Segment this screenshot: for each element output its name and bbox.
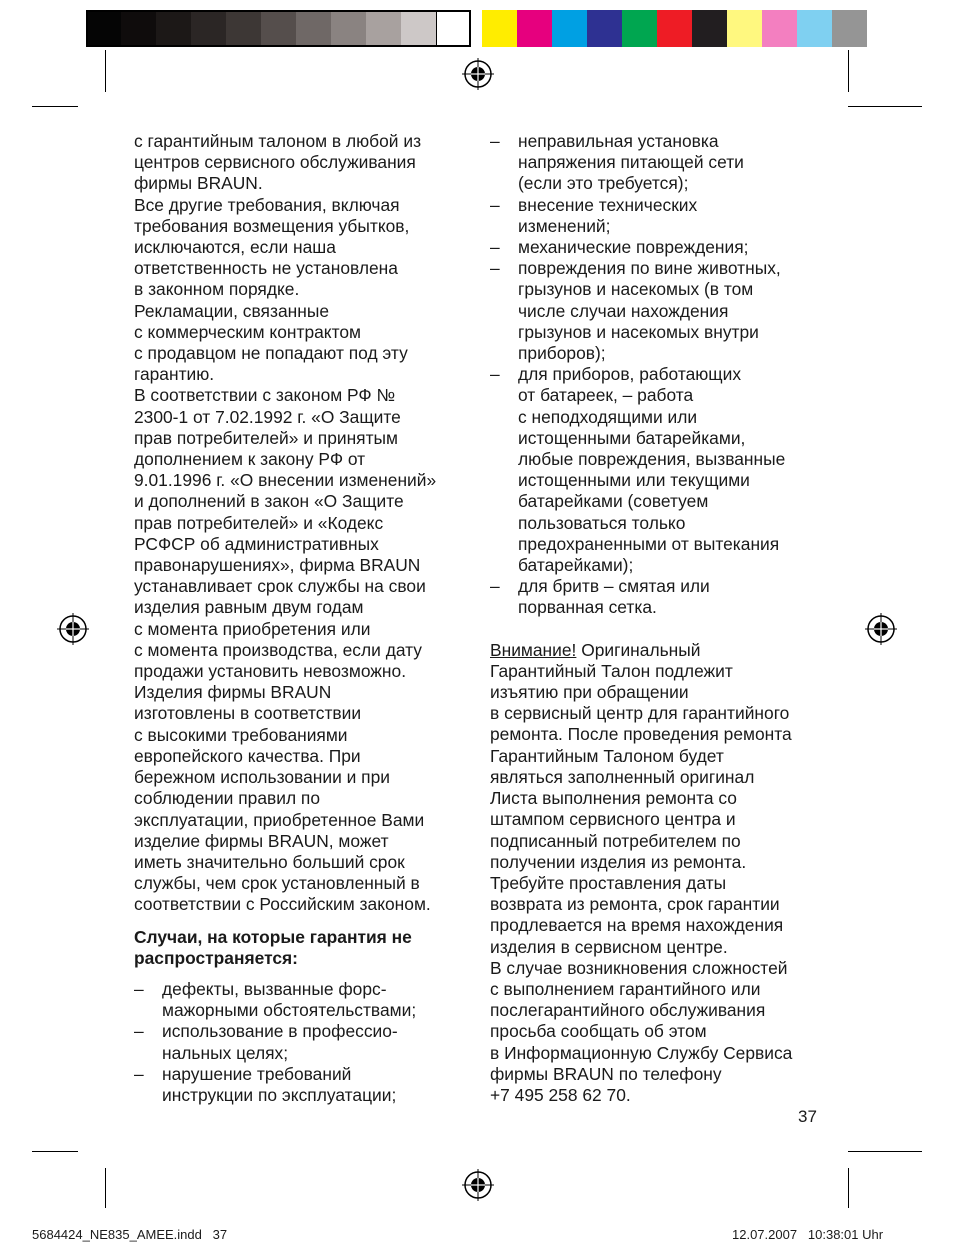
body-paragraph (134, 385, 470, 682)
color-swatch (587, 10, 622, 47)
color-bar-frame (86, 10, 471, 47)
list-item (490, 195, 826, 237)
color-swatch (552, 10, 587, 47)
page-number: 37 (798, 1107, 817, 1126)
text-line: и дополнений в закон «О Защите (134, 491, 404, 512)
crop-mark-line (105, 50, 106, 92)
text-line: с продавцом не попадают под эту (134, 343, 408, 364)
crop-mark-line (32, 1151, 78, 1152)
text-line: инструкции по эксплуатации; (162, 1084, 397, 1105)
text-line: пользоваться только (518, 512, 686, 533)
crop-mark-line (848, 1168, 849, 1208)
body-paragraph (134, 131, 470, 195)
text-line: Все другие требования, включая (134, 194, 400, 215)
text-line: с высокими требованиями (134, 724, 348, 745)
color-swatch (797, 10, 832, 47)
text-line: с выполнением гарантийного или (490, 978, 761, 999)
text-line: центров сервисного обслуживания (134, 152, 416, 173)
color-swatch (657, 10, 692, 47)
text-line: требования возмещения убытков, (134, 215, 410, 236)
text-line: изделия равным двум годам (134, 597, 364, 618)
registration-mark-top (462, 58, 494, 90)
list-item (490, 258, 826, 364)
text-line: приборов); (518, 343, 606, 364)
text-line: Оригинальный (576, 639, 701, 660)
text-line: неправильная установка (518, 131, 719, 151)
text-line: подписанный потребителем по (490, 830, 741, 851)
list-item (490, 131, 826, 195)
right-text-column (490, 131, 826, 1106)
text-line: бережном использовании и при (134, 767, 390, 788)
attention-label: Внимание! (490, 639, 577, 660)
text-line: повреждения по вине животных, (518, 258, 781, 279)
text-line: изготовлены в соответствии (134, 703, 362, 724)
text-line: механические повреждения; (518, 237, 749, 258)
crop-mark-line (32, 106, 78, 107)
text-line: соблюдении правил по (134, 788, 321, 809)
text-line: мажорными обстоятельствами; (162, 1000, 417, 1021)
text-line: в законном порядке. (134, 279, 300, 300)
text-line: в Информационную Службу Сервиса (490, 1042, 793, 1063)
text-line: В случае возникновения сложностей (490, 957, 788, 978)
exclusions-list-part-1 (134, 979, 470, 1106)
text-line: от батареек, – работа (518, 385, 694, 406)
left-paragraphs (134, 131, 470, 916)
text-line: изменений; (518, 215, 611, 236)
text-line: внесение технических (518, 194, 698, 215)
text-line: гарантию. (134, 364, 215, 385)
text-line: грызунов и насекомых (в том (518, 279, 754, 300)
text-line: 2300-1 от 7.02.1992 г. «О Защите (134, 406, 401, 427)
text-line: в сервисный центр для гарантийного (490, 703, 790, 724)
text-line: продажи установить невозможно. (134, 661, 407, 682)
text-line: с момента приобретения или (134, 618, 371, 639)
list-item (134, 1064, 470, 1106)
text-line: иметь значительно больший срок (134, 851, 405, 872)
text-line: дополнением к закону РФ от (134, 449, 366, 470)
text-line: (если это требуется); (518, 173, 689, 194)
list-item (134, 979, 470, 1021)
text-line: батарейками); (518, 555, 634, 576)
text-line: службы, чем срок установленный в (134, 873, 420, 894)
color-swatch (517, 10, 552, 47)
text-line: изъятию при обращении (490, 682, 689, 703)
color-swatch (762, 10, 797, 47)
body-paragraph (134, 195, 470, 301)
text-line: прав потребителей» и «Кодекс (134, 512, 384, 533)
text-line: эксплуатации, приобретенное Вами (134, 809, 425, 830)
text-line: Листа выполнения ремонта со (490, 788, 737, 809)
list-item (490, 576, 826, 618)
text-line: нарушение требований (162, 1063, 352, 1084)
text-line: числе случаи нахождения (518, 300, 729, 321)
list-item (490, 237, 826, 258)
text-line: грызунов и насекомых внутри (518, 321, 759, 342)
text-line: с момента производства, если дату (134, 639, 422, 660)
text-line: для бритв – смятая или (518, 576, 710, 597)
text-line: прав потребителей» и принятым (134, 427, 399, 448)
text-line: 9.01.1996 г. «О внесении изменений» (134, 470, 437, 491)
text-line: Гарантийным Талоном будет (490, 745, 724, 766)
color-swatch (832, 10, 867, 47)
text-line: продлевается на время нахождения (490, 915, 784, 936)
footer-timestamp: 12.07.2007 10:38:01 Uhr (732, 1227, 884, 1242)
text-line: +7 495 258 62 70. (490, 1084, 631, 1105)
text-line: порванная сетка. (518, 597, 657, 618)
text-line: В соответствии с законом РФ № (134, 385, 396, 406)
crop-mark-line (848, 50, 849, 92)
color-swatch (692, 10, 727, 47)
text-line: соответствии с Российским законом. (134, 894, 431, 915)
text-line: напряжения питающей сети (518, 152, 744, 173)
text-line: Случаи, на которые гарантия не (134, 926, 412, 947)
crop-mark-line (848, 106, 922, 107)
text-line: истощенными батарейками, (518, 427, 746, 448)
left-text-column (134, 131, 470, 1106)
text-line: исключаются, если наша (134, 237, 336, 258)
text-line: являться заполненный оригинал (490, 766, 755, 787)
text-line: Гарантийный Талон подлежит (490, 660, 733, 681)
crop-mark-line (864, 1151, 920, 1152)
footer-file-info: 5684424_NE835_AMEE.indd 37 (32, 1227, 228, 1242)
text-line: нальных целях; (162, 1042, 289, 1063)
registration-mark-right (865, 613, 897, 645)
text-line: изделие фирмы BRAUN, может (134, 830, 389, 851)
text-line: просьба сообщать об этом (490, 1021, 707, 1042)
text-line: ответственность не установлена (134, 258, 398, 279)
text-line: Требуйте проставления даты (490, 872, 727, 893)
text-line: штампом сервисного центра и (490, 809, 736, 830)
color-swatch (482, 10, 517, 47)
body-paragraph (134, 301, 470, 386)
text-line: РСФСР об административных (134, 533, 379, 554)
text-line: дефекты, вызванные форс- (162, 978, 387, 999)
color-swatch (622, 10, 657, 47)
text-line: с гарантийным талоном в любой из (134, 131, 422, 151)
list-item (134, 1021, 470, 1063)
registration-mark-bottom (462, 1169, 494, 1201)
text-line: Изделия фирмы BRAUN (134, 682, 332, 703)
text-line: использование в профессио- (162, 1021, 398, 1042)
text-line: возврата из ремонта, срок гарантии (490, 894, 780, 915)
text-line: послегарантийного обслуживания (490, 1000, 766, 1021)
registration-mark-left (57, 613, 89, 645)
print-color-bar (86, 10, 868, 47)
text-line: устанавливает срок службы на свои (134, 576, 426, 597)
text-line: правонарушениях», фирма BRAUN (134, 555, 421, 576)
text-line: фирмы BRAUN. (134, 173, 263, 194)
text-line: распространяется: (134, 947, 298, 968)
body-paragraph (134, 682, 470, 915)
text-line: с коммерческим контрактом (134, 321, 362, 342)
color-swatch (727, 10, 762, 47)
exclusions-heading (134, 927, 470, 969)
text-line: ремонта. После проведения ремонта (490, 724, 792, 745)
text-line: предохраненными от вытекания (518, 533, 780, 554)
text-line: для приборов, работающих (518, 364, 742, 385)
exclusions-list-part-2 (490, 131, 826, 619)
text-line: истощенными или текущими (518, 470, 750, 491)
text-line: с неподходящими или (518, 406, 698, 427)
text-line: получении изделия из ремонта. (490, 851, 747, 872)
text-line: европейского качества. При (134, 745, 361, 766)
text-line: батарейками (советуем (518, 491, 709, 512)
list-item (490, 364, 826, 576)
text-line: любые повреждения, вызванные (518, 449, 786, 470)
text-line: изделия в сервисном центре. (490, 936, 728, 957)
text-line: фирмы BRAUN по телефону (490, 1063, 722, 1084)
crop-mark-line (105, 1168, 106, 1208)
attention-paragraph (490, 640, 826, 1106)
text-line: Рекламации, связанные (134, 300, 329, 321)
